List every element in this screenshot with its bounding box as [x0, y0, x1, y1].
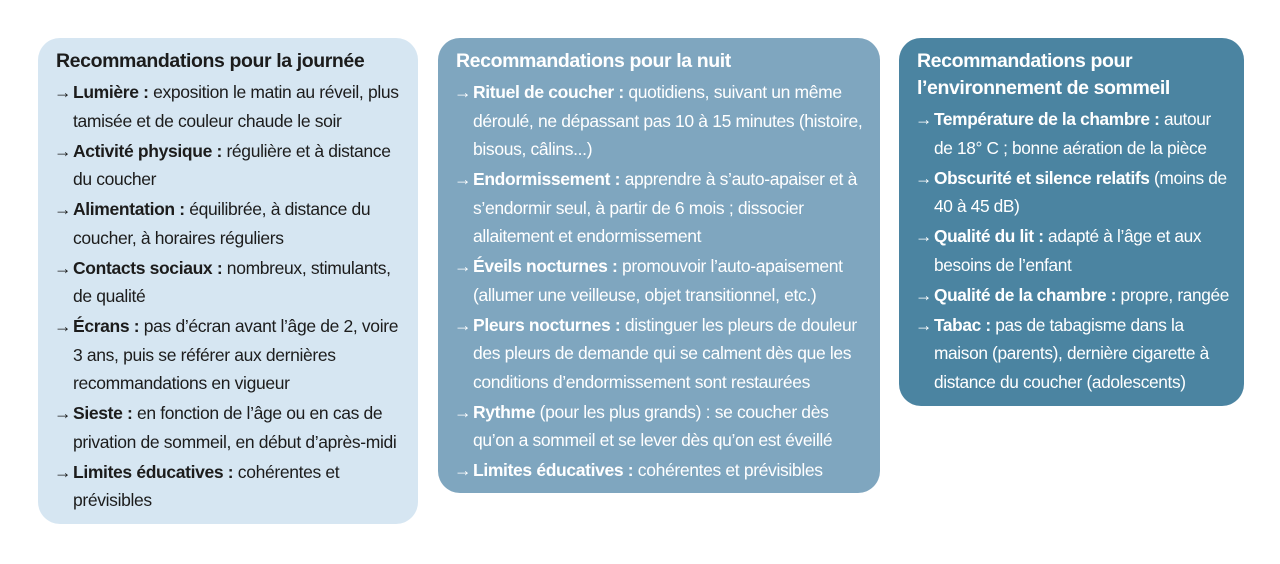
item-description: adapté à l’âge et aux besoins de l’enfant	[934, 226, 1202, 275]
item-description: propre, rangée	[1116, 284, 1230, 305]
item-term: Contacts sociaux :	[73, 257, 223, 278]
arrow-right-icon: →	[54, 461, 72, 482]
list-item	[456, 165, 866, 251]
list-item	[917, 311, 1230, 397]
arrow-right-icon: →	[54, 257, 72, 278]
list-item	[456, 78, 866, 164]
item-description: promouvoir l’auto-apaisement (allumer une veilleuse, objet transitionnel, etc.)	[473, 256, 843, 305]
item-description: nombreux, stimulants, de qualité	[73, 257, 391, 306]
item-term: Activité physique :	[73, 140, 222, 161]
list-item	[456, 398, 866, 455]
item-description: exposition le matin au réveil, plus tamisée et de couleur chaude le soir	[73, 82, 399, 131]
arrow-right-icon: →	[454, 82, 472, 102]
item-term: Limites éducatives :	[473, 460, 634, 480]
arrow-right-icon: →	[54, 199, 72, 219]
arrow-right-icon: →	[915, 314, 932, 335]
arrow-right-icon: →	[454, 460, 472, 480]
list-item	[917, 164, 1230, 221]
item-term: Sieste :	[73, 403, 133, 423]
item-description: pas de tabagisme dans la maison (parents), dernière cigarette à distance du coucher (adolescents)	[934, 314, 1209, 392]
list-item	[456, 456, 866, 485]
arrow-right-icon: →	[915, 226, 932, 246]
list-item	[456, 252, 866, 309]
item-term: Température de la chambre :	[934, 109, 1160, 129]
list-item	[456, 311, 866, 397]
item-description: quotidiens, suivant un même déroulé, ne dépassant pas 10 à 15 minutes (histoire, bisous, câlins...)	[473, 82, 863, 159]
item-description: (pour les plus grands) : se coucher dès qu’on a sommeil et se lever dès qu’on est éveillé	[473, 401, 833, 450]
arrow-right-icon: →	[454, 401, 472, 422]
item-description: autour de 18° C ; bonne aération de la pièce	[934, 109, 1211, 158]
day-card-title: Recommandations pour la journée	[56, 50, 365, 72]
list-item	[56, 399, 404, 456]
arrow-right-icon: →	[454, 256, 472, 276]
item-term: Obscurité et silence relatifs	[934, 167, 1150, 188]
item-description: apprendre à s’auto-apaiser et à s’endormir seul, à partir de 6 mois ; dissocier allaitement et endormissement	[473, 169, 857, 246]
arrow-right-icon: →	[54, 82, 72, 102]
item-term: Qualité de la chambre :	[934, 284, 1117, 305]
list-item	[56, 254, 404, 311]
list-item	[917, 105, 1230, 162]
list-item	[917, 281, 1230, 310]
arrow-right-icon: →	[454, 314, 472, 335]
item-term: Limites éducatives :	[73, 461, 234, 482]
item-term: Rituel de coucher :	[473, 82, 624, 102]
list-item	[56, 78, 404, 135]
item-term: Tabac :	[934, 314, 991, 335]
night-recommendations-list	[456, 78, 866, 485]
list-item	[56, 195, 404, 252]
arrow-right-icon: →	[915, 167, 932, 188]
item-term: Pleurs nocturnes :	[473, 314, 621, 335]
item-description: en fonction de l’âge ou en cas de privation de sommeil, en début d’après-midi	[73, 403, 397, 452]
arrow-right-icon: →	[54, 403, 72, 423]
item-description: cohérentes et prévisibles	[73, 461, 340, 510]
list-item	[56, 458, 404, 515]
arrow-right-icon: →	[54, 140, 72, 161]
item-term: Alimentation :	[73, 199, 185, 219]
day-recommendations-card	[38, 38, 418, 524]
item-description: régulière et à distance du coucher	[73, 140, 391, 189]
arrow-right-icon: →	[915, 284, 932, 305]
item-description: pas d’écran avant l’âge de 2, voire 3 ans, puis se référer aux dernières recommandations en vigueur	[73, 316, 399, 393]
item-description: cohérentes et prévisibles	[633, 460, 823, 480]
item-term: Endormissement :	[473, 169, 621, 189]
environment-card-title: Recommandations pour l’environnement de sommeil	[917, 50, 1170, 99]
night-recommendations-card	[438, 38, 880, 493]
list-item	[56, 312, 404, 398]
item-term: Lumière :	[73, 82, 149, 102]
day-recommendations-list	[56, 78, 404, 515]
night-card-title: Recommandations pour la nuit	[456, 50, 731, 72]
arrow-right-icon: →	[54, 316, 72, 336]
environment-recommendations-list	[917, 105, 1230, 396]
item-description: distinguer les pleurs de douleur des pleurs de demande qui se calment dès que les conditions d’endormissement sont restaurées	[473, 314, 857, 392]
item-description: (moins de 40 à 45 dB)	[934, 167, 1227, 216]
arrow-right-icon: →	[454, 169, 472, 189]
item-description: équilibrée, à distance du coucher, à horaires réguliers	[73, 199, 371, 248]
item-term: Éveils nocturnes :	[473, 256, 618, 276]
list-item	[917, 222, 1230, 279]
environment-recommendations-card	[899, 38, 1244, 406]
item-term: Qualité du lit :	[934, 226, 1044, 246]
item-term: Écrans :	[73, 316, 140, 336]
list-item	[56, 137, 404, 194]
item-term: Rythme	[473, 401, 536, 422]
arrow-right-icon: →	[915, 109, 932, 129]
